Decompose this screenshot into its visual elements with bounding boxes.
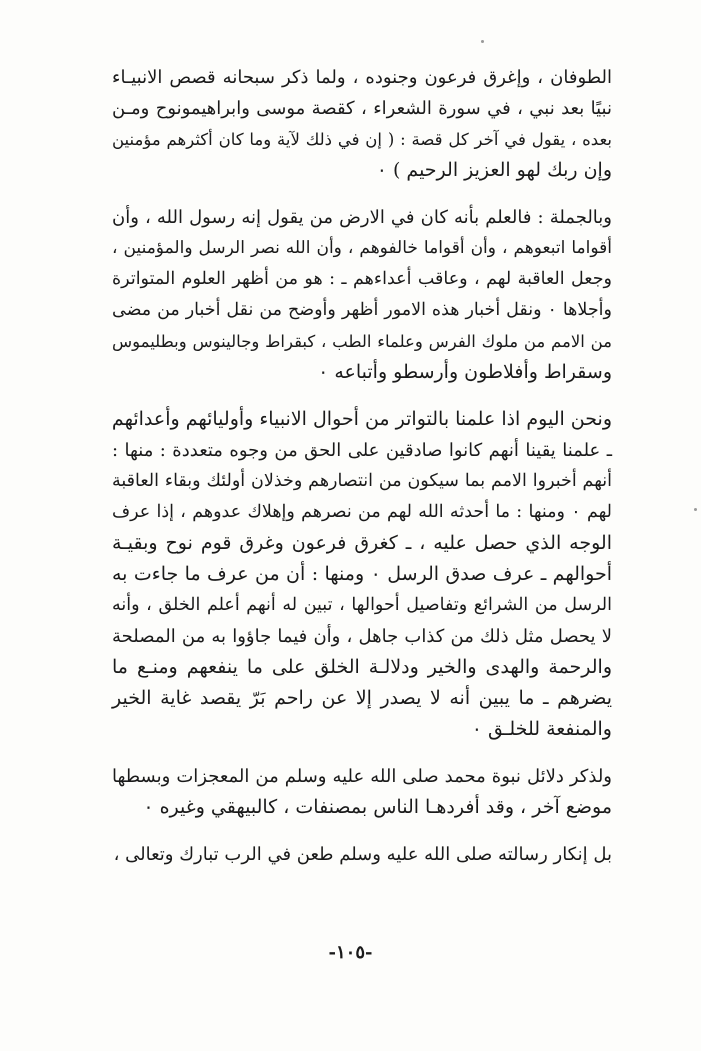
text-line: الرسل من الشرائع وتفاصيل أحوالها ، تبين له أنهم أعلم الخلق ، وأنه	[112, 595, 612, 615]
text-line: وجعل العاقبة لهم ، وعاقب أعداءهم ـ : هو من أظهر العلوم المتواترة	[112, 269, 612, 289]
text-line: وسقراط وأفلاطون وأرسطو وأتباعه ٠	[318, 361, 612, 383]
page-dot	[694, 508, 697, 511]
text-line: الوجه الذي حصل عليه ، ـ كغرق فرعون وغرق قوم نوح وبقيـة	[112, 532, 612, 554]
text-line: ولذكر دلائل نبوة محمد صلى الله عليه وسلم من المعجزات وبسطها	[112, 766, 612, 787]
text-line: وإن ربك لهو العزيز الرحيم ) ٠	[376, 159, 612, 181]
page-text	[112, 62, 612, 886]
paragraph-5	[112, 839, 612, 870]
text-line: بعده ، يقول في آخر كل قصة : ( إن في ذلك لآية وما كان أكثرهم مؤمنين	[112, 130, 612, 149]
text-line: يضرهم ـ ما يبين أنه لا يصدر إلا عن راحم بَرّ يقصد غاية الخير	[112, 687, 612, 709]
text-line: ـ علمنا يقينا أنهم كانوا صادقين على الحق من وجوه متعددة : منها :	[112, 440, 612, 461]
text-line: أنهم أخبروا الامم بما سيكون من انتصارهم وخذلان أولئك وبقاء العاقبة	[112, 471, 612, 491]
text-line: والرحمة والهدى والخير ودلالـة الخلق على ما ينفعهم ومنـع ما	[112, 656, 612, 678]
text-line: موضع آخر ، وقد أفردهـا الناس بمصنفات ، كالبيهقي وغيره ٠	[143, 796, 612, 818]
text-line: الطوفان ، وإغرق فرعون وجنوده ، ولما ذكر سبحانه قصص الانبيـاء	[112, 67, 612, 88]
text-line: والمنفعة للخلـق ٠	[471, 718, 612, 740]
text-line: ونحن اليوم اذا علمنا بالتواتر من أحوال الانبياء وأوليائهم وأعدائهم	[111, 408, 612, 430]
text-line: لا يحصل مثل ذلك من كذاب جاهل ، وأن فيما جاؤوا به من المصلحة	[112, 626, 612, 647]
text-line: أحوالهم ـ عرف صدق الرسل ٠ ومنها : أن من عرف ما جاءت به	[112, 563, 612, 585]
text-line: من الامم من ملوك الفرس وعلماء الطب ، كبقراط وجالينوس وبطليموس	[112, 332, 612, 351]
text-line: لهم ٠ ومنها : ما أحدثه الله لهم من نصرهم وإهلاك عدوهم ، إذا عرف	[112, 502, 612, 522]
paragraph-1	[112, 62, 612, 186]
text-line: بل إنكار رسالته صلى الله عليه وسلم طعن في الرب تبارك وتعالى ،	[113, 844, 612, 865]
paragraph-4	[112, 761, 612, 823]
page-number: -١٠٥-	[328, 942, 373, 963]
page-dot	[481, 40, 484, 43]
text-line: نبيًا بعد نبي ، في سورة الشعراء ، كقصة موسى وابراهيمونوح ومـن	[112, 98, 612, 119]
text-line: أقواما اتبعوهم ، وأن أقواما خالفوهم ، وأن الله نصر الرسل والمؤمنين ،	[112, 238, 612, 258]
paragraph-3	[112, 404, 612, 745]
text-line: وبالجملة : فالعلم بأنه كان في الارض من يقول إنه رسول الله ، وأن	[112, 207, 612, 228]
paragraph-2	[112, 202, 612, 388]
text-line: وأجلاها ٠ ونقل أخبار هذه الامور أظهر وأوضح من نقل أخبار من مضى	[112, 300, 612, 320]
